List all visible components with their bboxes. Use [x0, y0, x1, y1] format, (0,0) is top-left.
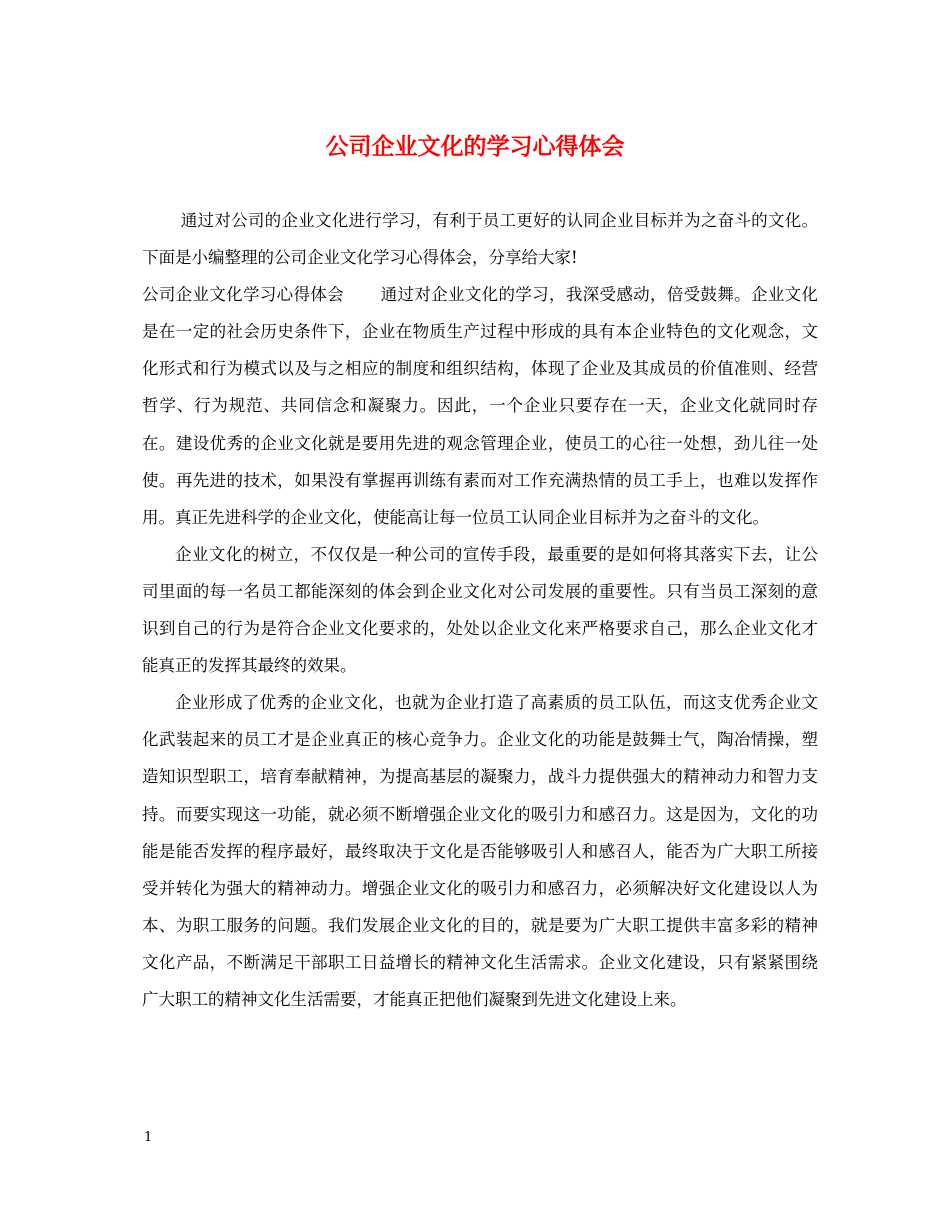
document-body	[142, 202, 818, 1018]
intro-paragraph: 通过对公司的企业文化进行学习，有利于员工更好的认同企业目标并为之奋斗的文化。下面是小编整理的公司企业文化学习心得体会，分享给大家!	[142, 211, 818, 268]
body-paragraph-3: 企业形成了优秀的企业文化，也就为企业打造了高素质的员工队伍，而这支优秀企业文化武装起来的员工才是企业真正的核心竞争力。企业文化的功能是鼓舞士气，陶冶情操，塑造知识型职工，培育奉献精神，为提高基层的凝聚力，战斗力提供强大的精神动力和智力支持。而要实现这一功能，就必须不断增强企业文化的吸引力和感召力。这是因为，文化的功能是能否发挥的程序最好，最终取决于文化是否能够吸引人和感召人，能否为广大职工所接受并转化为强大的精神动力。增强企业文化的吸引力和感召力，必须解决好文化建设以人为本、为职工服务的问题。我们发展企业文化的目的，就是要为广大职工提供丰富多彩的精神文化产品，不断满足干部职工日益增长的精神文化生活需求。企业文化建设，只有紧紧围绕广大职工的精神文化生活需要，才能真正把他们凝聚到先进文化建设上来。	[142, 693, 818, 1009]
paragraph-1-text: 通过对企业文化的学习，我深受感动，倍受鼓舞。企业文化是在一定的社会历史条件下，企业在物质生产过程中形成的具有本企业特色的文化观念，文化形式和行为模式以及与之相应的制度和组织结构，体现了企业及其成员的价值准则、经营哲学、行为规范、共同信念和凝聚力。因此，一个企业只要存在一天，企业文化就同时存在。建设优秀的企业文化就是要用先进的观念管理企业，使员工的心往一处想，劲儿往一处使。再先进的技术，如果没有掌握再训练有素而对工作充满热情的员工手上，也难以发挥作用。真正先进科学的企业文化，使能高让每一位员工认同企业目标并为之奋斗的文化。	[142, 285, 819, 527]
body-paragraph-1	[142, 276, 818, 536]
document-title: 公司企业文化的学习心得体会	[325, 133, 625, 160]
body-paragraph-2: 企业文化的树立，不仅仅是一种公司的宣传手段，最重要的是如何将其落实下去，让公司里面的每一名员工都能深刻的体会到企业文化对公司发展的重要性。只有当员工深刻的意识到自己的行为是符合企业文化要求的，处处以企业文化来严格要求自己，那么企业文化才能真正的发挥其最终的效果。	[142, 544, 818, 676]
section-heading: 公司企业文化学习心得体会	[142, 285, 345, 305]
page-number: 1	[144, 1130, 153, 1145]
